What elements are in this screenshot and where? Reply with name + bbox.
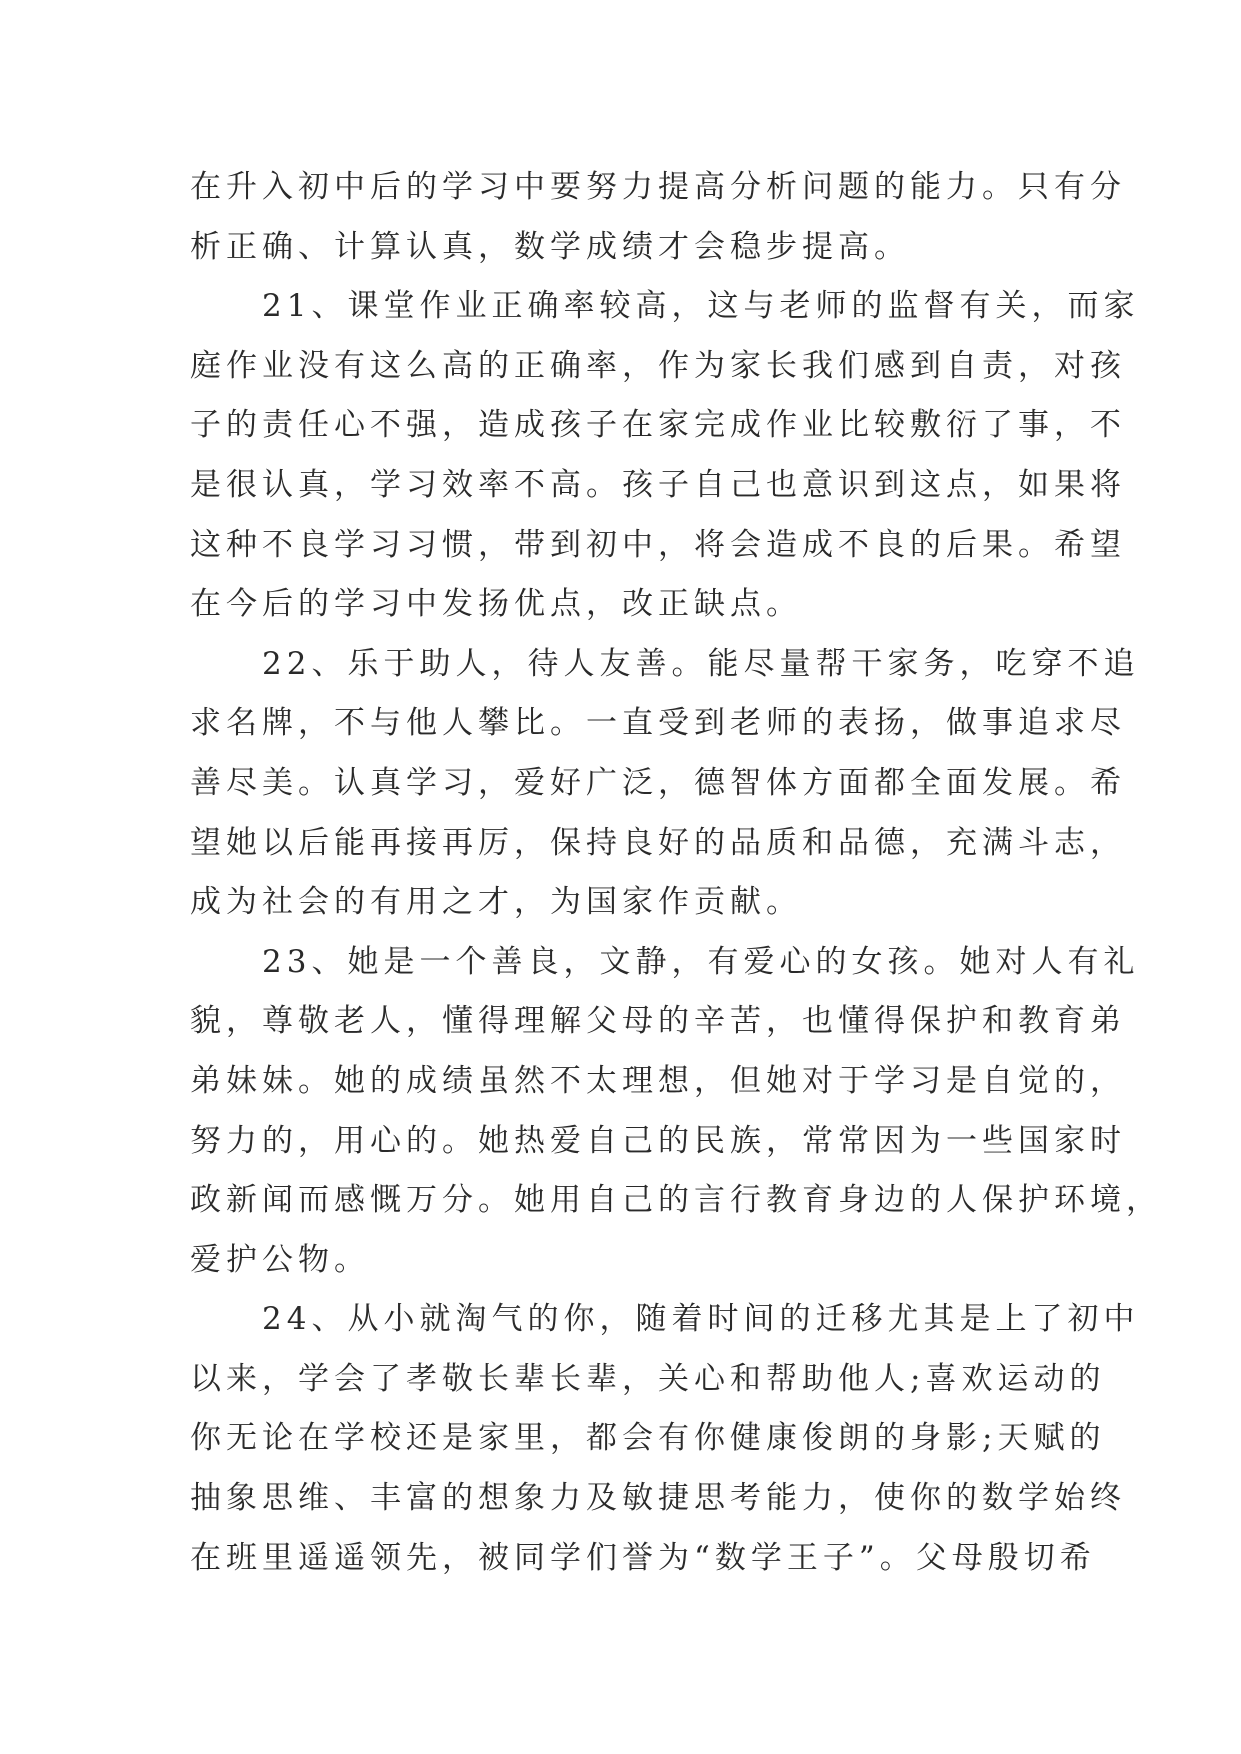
- text-line: 在班里遥遥领先，被同学们誉为“数学王子”。父母殷切希: [190, 1539, 1096, 1576]
- body-text: [190, 158, 1162, 1588]
- text-line: 你无论在学校还是家里，都会有你健康俊朗的身影;天赋的: [190, 1420, 1106, 1457]
- text-line: 在今后的学习中发扬优点，改正缺点。: [190, 586, 802, 623]
- text-line: 爱护公物。: [190, 1241, 370, 1278]
- text-line: 是很认真，学习效率不高。孩子自己也意识到这点，如果将: [190, 466, 1126, 503]
- text-line: 努力的，用心的。她热爱自己的民族，常常因为一些国家时: [190, 1122, 1126, 1159]
- text-line: 抽象思维、丰富的想象力及敏捷思考能力，使你的数学始终: [190, 1480, 1126, 1517]
- text-line: 政新闻而感慨万分。她用自己的言行教育身边的人保护环境，: [190, 1182, 1162, 1219]
- text-line: 21、课堂作业正确率较高，这与老师的监督有关，而家: [190, 288, 1140, 325]
- text-line: 以来，学会了孝敬长辈长辈，关心和帮助他人;喜欢运动的: [190, 1360, 1106, 1397]
- text-line: 子的责任心不强，造成孩子在家完成作业比较敷衍了事，不: [190, 407, 1126, 444]
- text-line: 望她以后能再接再厉，保持良好的品质和品德，充满斗志，: [190, 824, 1126, 861]
- text-line: 成为社会的有用之才，为国家作贡献。: [190, 884, 802, 921]
- text-line: 弟妹妹。她的成绩虽然不太理想，但她对于学习是自觉的，: [190, 1062, 1126, 1099]
- text-line: 22、乐于助人，待人友善。能尽量帮干家务，吃穿不追: [190, 645, 1140, 682]
- text-line: 善尽美。认真学习，爱好广泛，德智体方面都全面发展。希: [190, 764, 1126, 801]
- text-line: 在升入初中后的学习中要努力提高分析问题的能力。只有分: [190, 169, 1126, 205]
- text-line: 这种不良学习习惯，带到初中，将会造成不良的后果。希望: [190, 526, 1126, 563]
- text-line: 23、她是一个善良，文静，有爱心的女孩。她对人有礼: [190, 943, 1140, 980]
- text-line: 析正确、计算认真，数学成绩才会稳步提高。: [190, 228, 910, 265]
- text-line: 24、从小就淘气的你，随着时间的迁移尤其是上了初中: [190, 1301, 1140, 1338]
- text-line: 庭作业没有这么高的正确率，作为家长我们感到自责，对孩: [190, 347, 1126, 384]
- text-line: 貌，尊敬老人，懂得理解父母的辛苦，也懂得保护和教育弟: [190, 1003, 1126, 1040]
- text-line: 求名牌，不与他人攀比。一直受到老师的表扬，做事追求尽: [190, 705, 1126, 742]
